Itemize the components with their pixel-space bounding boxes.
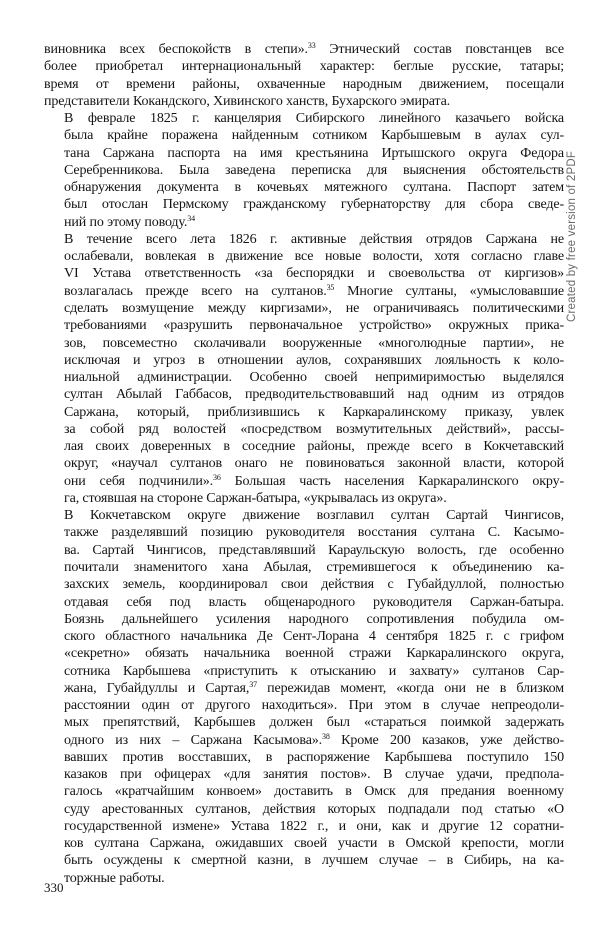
text-line (44, 680, 564, 697)
text-line (44, 231, 564, 248)
paragraph (44, 41, 564, 110)
line-text-continued: Большая часть населения Каркаралинского окру- (220, 472, 564, 489)
line-text: государственной измене» Устава 1822 г., и они, как и другие 12 соратни- (64, 817, 564, 834)
line-text: возлагалась прежде всего на султанов. (64, 282, 327, 299)
text-line (44, 214, 564, 231)
text-line (44, 317, 564, 334)
line-text: галось «кратчайшим конвоем» доставить в Омск для предания военному (64, 783, 564, 800)
paragraph (44, 110, 564, 231)
line-text: исключая и угроз в отношении аулов, сохранявших лояльность к коло- (64, 351, 564, 368)
paragraph (44, 231, 564, 507)
text-line (44, 421, 564, 438)
text-line (44, 524, 564, 541)
footnote-ref: 38 (322, 731, 330, 741)
line-text: казаков при офицерах «для занятия постов». В случае удачи, предпола- (64, 766, 564, 783)
text-line (44, 473, 564, 490)
text-line (44, 542, 564, 559)
text-line (44, 41, 564, 58)
text-line (44, 559, 564, 576)
text-line (44, 490, 564, 507)
line-text-continued: Этнический состав повстанцев все (315, 41, 564, 57)
paragraph (44, 507, 564, 887)
text-line (44, 801, 564, 818)
line-text: зов, повсеместно сколачивали вооруженные «многолюдные партии», не (64, 334, 564, 351)
line-text: отдавая себя под власть общенародного руководителя Саржан-батыра. (64, 593, 564, 610)
line-text: га, стоявшая на стороне Саржан-батыра, «укрывалась из округа». (64, 489, 447, 506)
text-line (44, 507, 564, 524)
line-text: В течение всего лета 1826 г. активные действия отрядов Саржана не (64, 230, 564, 247)
line-text: Серебренникова. Была заведена переписка для выяснения обстоятельств (64, 161, 564, 178)
text-line (44, 179, 564, 196)
line-text: лая своих доверенных в соседние районы, прежде всего в Кокчетавский (64, 438, 564, 455)
text-line (44, 162, 564, 179)
line-text: суду арестованных султанов, действия которых подпадали под статью «О (64, 800, 564, 817)
line-text: одного из них – Саржана Касымова». (64, 731, 323, 748)
text-line (44, 404, 564, 421)
line-text: В феврале 1825 г. канцелярия Сибирского линейного казачьего войска (64, 110, 564, 127)
line-text: они себя подчинили». (64, 472, 214, 489)
line-text: султан Абылай Габбасов, предводительствовавший над одним из отрядов (64, 386, 564, 403)
line-text: Боязнь дальнейшего усиления народного сопротивления побудила ом- (64, 610, 564, 627)
text-line (44, 248, 564, 265)
text-line (44, 732, 564, 749)
line-text: ниальной администрации. Особенно своей непримиримостью выделялся (64, 369, 564, 386)
line-text: округ, «научал султанов онаго не повиноваться законной власти, которой (64, 455, 564, 472)
line-text: захских земель, координировал свои действия с Губайдуллой, полностью (64, 576, 564, 593)
line-text: ослабевали, вовлекая в движение все новые волости, хотя согласно главе (64, 248, 564, 265)
text-line (44, 196, 564, 213)
line-text-continued: Многие султаны, «умысловавшие (334, 282, 564, 299)
footnote-ref: 36 (213, 472, 221, 482)
text-line (44, 835, 564, 852)
watermark: Created by free version of 2PDF (566, 150, 578, 322)
footnote-ref: 35 (326, 282, 335, 292)
line-text: мых препятствий, Карбышев должен был «стараться поимкой задержать (64, 714, 564, 731)
line-text: тана Саржана паспорта на имя крестьянина Иртышского округа Федора (64, 144, 564, 161)
page-number: 330 (44, 880, 64, 895)
text-line (44, 749, 564, 766)
text-line (44, 628, 564, 645)
line-text: быть осуждены к смертной казни, в лучшем случае – в Сибирь, на ка- (64, 852, 564, 869)
page-body (44, 41, 564, 887)
line-text: более приобретал интернациональный характер: беглые русские, татары; (44, 58, 564, 75)
line-text: также разделявший позицию руководителя восстания султана С. Касымо- (64, 524, 564, 541)
line-text: ва. Сартай Чингисов, представлявший Караульскую волость, где особенно (64, 541, 564, 558)
text-line (44, 76, 564, 93)
text-line (44, 455, 564, 472)
text-line (44, 58, 564, 75)
line-text: представители Кокандского, Хивинского ханств, Бухарского эмирата. (44, 92, 451, 109)
line-text: торжные работы. (64, 869, 165, 886)
text-line (44, 611, 564, 628)
line-text: жана, Губайдуллы и Сартая, (64, 679, 250, 696)
line-text: сделать возмущение между киргизами», не ограничиваясь политическими (64, 299, 564, 316)
line-text: Саржана, который, приблизившись к Каркаралинскому приказу, увлек (64, 403, 564, 420)
text-line (44, 300, 564, 317)
line-text: был отослан Пермскому гражданскому губернаторству для сбора сведе- (64, 196, 564, 213)
line-text: виновника всех беспокойств в степи». (44, 41, 308, 57)
line-text: время от времени районы, охваченные народным движением, посещали (44, 75, 564, 92)
text-line (44, 438, 564, 455)
line-text: почитали знаменитого хана Абылая, стремившегося к объединению ка- (64, 558, 564, 575)
text-line (44, 386, 564, 403)
text-line (44, 127, 564, 144)
text-line (44, 369, 564, 386)
text-line (44, 783, 564, 800)
line-text: была крайне поражена найденным сотником Карбышевым в аулах сул- (64, 127, 564, 144)
text-line (44, 335, 564, 352)
line-text: «секретно» обязать начальника военной стражи Каркаралинского округа, (64, 645, 564, 662)
text-line (44, 645, 564, 662)
line-text: ского областного начальника Де Сент-Лорана 4 сентября 1825 г. с грифом (64, 628, 564, 645)
text-line (44, 852, 564, 869)
line-text: обнаружения документа в кочевьях мятежного султана. Паспорт затем (64, 179, 564, 196)
text-line (44, 265, 564, 282)
text-line (44, 145, 564, 162)
line-text: за собой ряд волостей «посредством возмутительных действий», рассы- (64, 420, 564, 437)
footnote-ref: 33 (307, 41, 316, 50)
text-line (44, 93, 564, 110)
text-line (44, 818, 564, 835)
text-line (44, 766, 564, 783)
footnote-ref: 37 (249, 679, 257, 689)
text-line (44, 594, 564, 611)
line-text-continued: пережидав момент, «когда они не в близком (256, 679, 564, 696)
line-text: ний по этому поводу. (64, 213, 188, 230)
text-line (44, 283, 564, 300)
text-line (44, 870, 564, 887)
line-text-continued: Кроме 200 казаков, уже действо- (329, 731, 564, 748)
text-line (44, 663, 564, 680)
text-line (44, 576, 564, 593)
line-text: требованиями «разрушить первоначальное устройство» окружных прика- (64, 317, 564, 334)
text-line (44, 697, 564, 714)
line-text: расстоянии один от другого находиться». При этом в случае непреодоли- (64, 697, 564, 714)
text-line (44, 352, 564, 369)
line-text: ков султана Саржана, ожидавших своей участи в Омской крепости, могли (64, 835, 564, 852)
text-line (44, 110, 564, 127)
line-text: вавших против восставших, в распоряжение Карбышева поступило 150 (64, 748, 564, 765)
line-text: VI Устава ответственность «за беспорядки и своевольства от киргизов» (64, 265, 564, 282)
line-text: В Кокчетавском округе движение возглавил султан Сартай Чингисов, (64, 507, 564, 524)
footnote-ref: 34 (187, 213, 195, 223)
text-line (44, 714, 564, 731)
line-text: сотника Карбышева «приступить к отысканию и захвату» султанов Сар- (64, 662, 564, 679)
